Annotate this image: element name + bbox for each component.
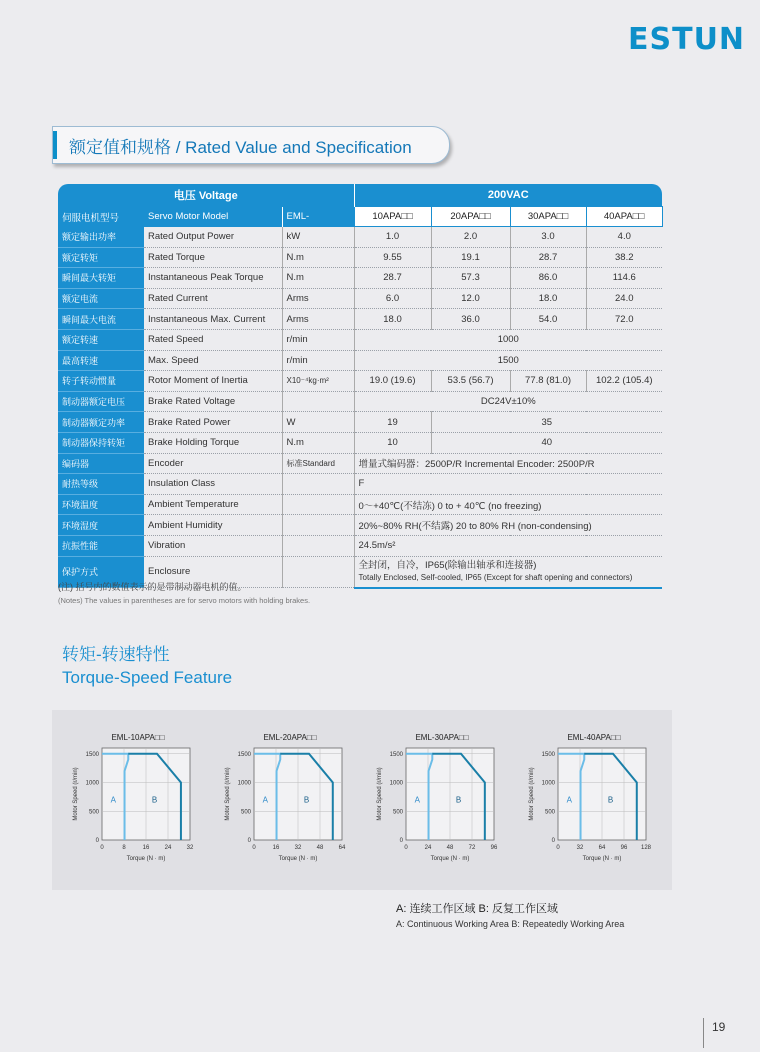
spec-value: 36.0 [431,309,510,330]
banner-accent-bar [53,131,57,159]
spec-label-en: Ambient Humidity [144,515,282,536]
spec-unit: 标准Standard [282,453,354,474]
spec-value: 4.0 [586,227,662,248]
region-a-label: A [262,795,268,805]
spec-unit: X10⁻⁴kg·m² [282,371,354,392]
spec-label-cn: 额定电流 [58,288,144,309]
x-tick-label: 24 [164,845,172,851]
spec-value: 18.0 [354,309,431,330]
y-tick-label: 0 [551,838,555,844]
model-header-row [58,207,662,227]
region-a-label: A [566,795,572,805]
spec-row [58,329,662,350]
torque-speed-title-en: Torque-Speed Feature [62,668,233,687]
x-axis-label: Torque (N · m) [430,856,470,862]
spec-table [58,184,663,589]
spec-value: 1500 [354,350,662,371]
model-name: 20APA□□ [431,207,510,227]
voltage-label: 电压 Voltage [58,184,354,207]
spec-row [58,474,662,495]
spec-label-en: Brake Rated Voltage [144,391,282,412]
x-tick-label: 16 [272,845,280,851]
spec-unit: W [282,412,354,433]
model-name: 40APA□□ [586,207,662,227]
x-tick-label: 64 [338,845,346,851]
spec-label-cn: 制动器保持转矩 [58,432,144,453]
y-axis-label: Motor Speed (r/min) [529,767,535,821]
spec-unit: N.m [282,247,354,268]
spec-value: 86.0 [510,268,586,289]
x-tick-label: 24 [424,845,432,851]
spec-value: 19.1 [431,247,510,268]
spec-label-en: Enclosure [144,556,282,588]
page-number: 19 [703,1018,725,1048]
spec-label-cn: 额定输出功率 [58,227,144,248]
x-tick-label: 96 [490,845,498,851]
spec-label-cn: 瞬间最大转矩 [58,268,144,289]
y-tick-label: 0 [247,838,251,844]
spec-label-cn: 额定转速 [58,329,144,350]
region-b-label: B [151,795,158,805]
spec-label-en: Rated Current [144,288,282,309]
y-tick-label: 0 [95,838,99,844]
chart-title: EML-10APA□□ [111,733,165,742]
spec-unit [282,391,354,412]
spec-row [58,453,662,474]
spec-value: 24.5m/s² [354,535,662,556]
spec-row [58,350,662,371]
spec-label-en: Instantaneous Max. Current [144,309,282,330]
spec-label-en: Encoder [144,453,282,474]
spec-label-cn: 制动器额定功率 [58,412,144,433]
torque-speed-title-cn: 转矩-转速特性 [62,645,170,664]
x-tick-label: 48 [316,845,324,851]
brand-logo: ESTUN [628,22,746,57]
spec-value: 53.5 (56.7) [431,371,510,392]
spec-row [58,247,662,268]
voltage-value: 200VAC [354,184,662,207]
spec-row [58,515,662,536]
y-tick-label: 500 [240,809,251,816]
spec-unit: r/min [282,350,354,371]
y-tick-label: 1000 [85,780,99,787]
spec-label-cn: 耐热等级 [58,474,144,495]
spec-unit [282,515,354,536]
region-b-label: B [455,795,462,805]
x-tick-label: 8 [122,845,126,851]
x-tick-label: 0 [556,845,560,851]
x-tick-label: 128 [640,845,652,851]
spec-row [58,268,662,289]
spec-label-en: Rated Speed [144,329,282,350]
chart-legend [396,902,624,932]
x-axis-label: Torque (N · m) [582,856,622,862]
spec-unit: r/min [282,329,354,350]
x-axis-label: Torque (N · m) [278,856,318,862]
spec-value: 57.3 [431,268,510,289]
spec-value: 增量式编码器：2500P/R Incremental Encoder: 2500P/R [354,453,662,474]
x-tick-label: 32 [186,845,194,851]
legend-en: A: Continuous Working Area B: Repeatedly Working Area [396,919,625,929]
spec-label-en: Brake Holding Torque [144,432,282,453]
spec-value: 10 [354,432,431,453]
spec-value: 0～+40℃(不结冻) 0 to + 40℃ (no freezing) [354,494,662,515]
spec-value: 38.2 [586,247,662,268]
spec-value [354,556,662,588]
spec-value: 77.8 (81.0) [510,371,586,392]
spec-label-en: Rated Torque [144,247,282,268]
spec-unit: Arms [282,288,354,309]
spec-value: 6.0 [354,288,431,309]
spec-value: 12.0 [431,288,510,309]
x-tick-label: 48 [446,845,454,851]
spec-row [58,309,662,330]
region-a-label: A [414,795,420,805]
spec-row [58,432,662,453]
x-tick-label: 16 [142,845,150,851]
y-tick-label: 1500 [541,751,555,758]
x-tick-label: 32 [294,845,302,851]
spec-unit: kW [282,227,354,248]
spec-label-cn: 环境湿度 [58,515,144,536]
region-a-label: A [110,795,116,805]
spec-unit: N.m [282,268,354,289]
y-tick-label: 1000 [541,780,555,787]
spec-value: 72.0 [586,309,662,330]
spec-label-en: Rotor Moment of Inertia [144,371,282,392]
spec-value: 35 [431,412,662,433]
x-tick-label: 72 [468,845,476,851]
x-tick-label: 96 [620,845,628,851]
spec-row [58,288,662,309]
torque-speed-heading [62,644,232,690]
spec-label-cn: 瞬间最大电流 [58,309,144,330]
spec-value: 20%~80% RH(不结露) 20 to 80% RH (non-condensing) [354,515,662,536]
y-tick-label: 1000 [389,780,403,787]
spec-value: 102.2 (105.4) [586,371,662,392]
spec-value: 1000 [354,329,662,350]
spec-value: 1.0 [354,227,431,248]
y-tick-label: 1500 [85,751,99,758]
spec-unit [282,474,354,495]
spec-unit [282,494,354,515]
y-tick-label: 1000 [237,780,251,787]
y-tick-label: 1500 [237,751,251,758]
spec-row [58,494,662,515]
spec-label-en: Ambient Temperature [144,494,282,515]
section-title-banner [52,126,450,164]
legend-cn: A: 连续工作区域 B: 反复工作区域 [396,903,558,915]
spec-label-cn: 制动器额定电压 [58,391,144,412]
y-axis-label: Motor Speed (r/min) [73,767,79,821]
region-b-label: B [607,795,614,805]
chart-panel [52,710,672,890]
spec-unit: N.m [282,432,354,453]
x-tick-label: 32 [576,845,584,851]
spec-label-cn: 环境温度 [58,494,144,515]
spec-label-en: Instantaneous Peak Torque [144,268,282,289]
x-tick-label: 0 [252,845,256,851]
enclosure-en: Totally Enclosed, Self-cooled, IP65 (Except for shaft opening and connectors) [358,572,633,582]
x-tick-label: 0 [100,845,104,851]
model-prefix: EML- [282,207,354,227]
spec-label-en: Max. Speed [144,350,282,371]
spec-label-en: Insulation Class [144,474,282,495]
spec-unit [282,535,354,556]
spec-label-cn: 编码器 [58,453,144,474]
spec-label-cn: 最高转速 [58,350,144,371]
spec-value: 3.0 [510,227,586,248]
chart-title: EML-30APA□□ [415,733,469,742]
spec-value: 18.0 [510,288,586,309]
y-tick-label: 1500 [389,751,403,758]
spec-value: 9.55 [354,247,431,268]
y-tick-label: 500 [544,809,555,816]
y-tick-label: 0 [399,838,403,844]
x-tick-label: 64 [598,845,606,851]
spec-label-en: Rated Output Power [144,227,282,248]
model-label-en: Servo Motor Model [144,207,282,227]
spec-value: 19 [354,412,431,433]
spec-value: 2.0 [431,227,510,248]
y-axis-label: Motor Speed (r/min) [225,767,231,821]
note-en: (Notes) The values in parentheses are for servo motors with holding brakes. [58,596,311,605]
spec-row [58,412,662,433]
y-tick-label: 500 [392,809,403,816]
chart-title: EML-20APA□□ [263,733,317,742]
spec-row [58,371,662,392]
spec-value: 40 [431,432,662,453]
spec-value: 28.7 [354,268,431,289]
note-cn: (注) 括号内的数值表示的是带制动器电机的值。 [58,582,247,592]
section-title: 额定值和规格 / Rated Value and Specification [69,138,412,157]
model-label-cn: 伺服电机型号 [58,207,144,227]
table-notes [58,581,310,607]
enclosure-cn: 全封闭，自冷，IP65(除输出轴承和连接器) [358,559,537,571]
spec-value: DC24V±10% [354,391,662,412]
spec-unit: Arms [282,309,354,330]
x-tick-label: 0 [404,845,408,851]
y-axis-label: Motor Speed (r/min) [377,767,383,821]
y-tick-label: 500 [88,809,99,816]
spec-label-en: Vibration [144,535,282,556]
voltage-header-row [58,184,662,207]
spec-label-cn: 转子转动惯量 [58,371,144,392]
x-axis-label: Torque (N · m) [126,856,166,862]
spec-value: 114.6 [586,268,662,289]
chart-title: EML-40APA□□ [567,733,621,742]
spec-value: 54.0 [510,309,586,330]
spec-label-cn: 抗振性能 [58,535,144,556]
spec-value: F [354,474,662,495]
torque-speed-charts [52,710,672,890]
spec-row [58,227,662,248]
spec-row [58,391,662,412]
spec-row [58,535,662,556]
model-name: 30APA□□ [510,207,586,227]
spec-value: 24.0 [586,288,662,309]
spec-value: 19.0 (19.6) [354,371,431,392]
model-name: 10APA□□ [354,207,431,227]
spec-label-en: Brake Rated Power [144,412,282,433]
spec-label-cn: 额定转矩 [58,247,144,268]
region-b-label: B [303,795,310,805]
spec-value: 28.7 [510,247,586,268]
spec-label-cn: 保护方式 [58,556,144,588]
